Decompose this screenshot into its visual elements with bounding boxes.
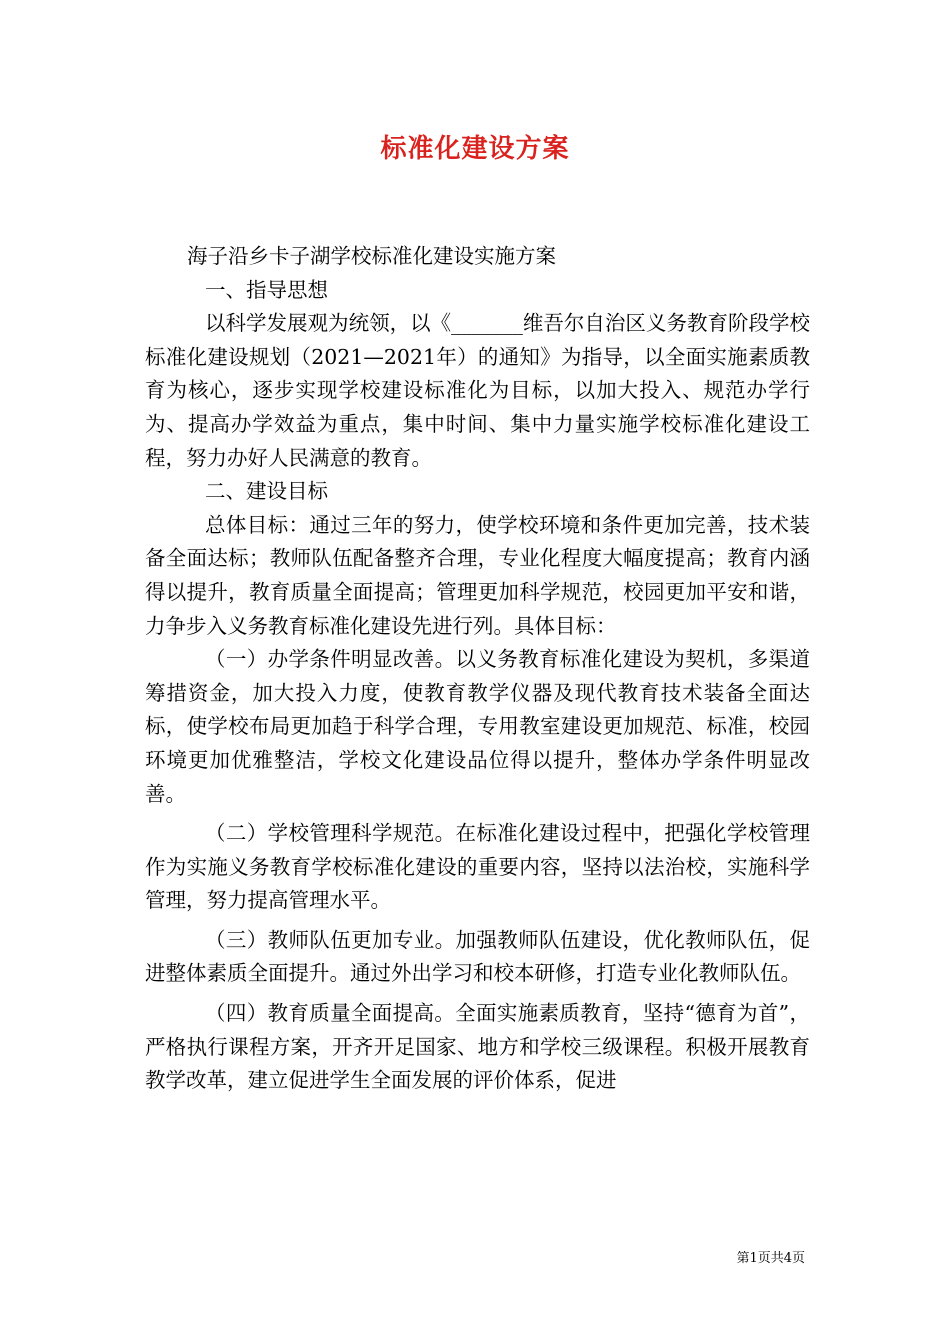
paragraph-overall-goal: 总体目标：通过三年的努力，使学校环境和条件更加完善，技术装备全面达标；教师队伍配备整齐合理，专业化程度大幅度提高；教育内涵得以提升，教育质量全面提高；管理更加科学规范，校园更加平安和谐，力争步入义务教育标准化建设先进行列。具体目标： [145,512,810,638]
document-body [145,240,810,1098]
paragraph-goal-4: （四）教育质量全面提高。全面实施素质教育，坚持“德育为首”，严格执行课程方案，开齐开足国家、地方和学校三级课程。积极开展教育教学改革，建立促进学生全面发展的评价体系，促进 [145,1001,810,1093]
paragraph-goal-3: （三）教师队伍更加专业。加强教师队伍建设，优化教师队伍，促进整体素质全面提升。通过外出学习和校本研修，打造专业化教师队伍。 [145,927,810,986]
section-heading-1: 一、指导思想 [205,277,328,302]
page-number: 第1页共4页 [736,1251,805,1266]
document-title: 标准化建设方案 [380,134,570,164]
paragraph-goal-1: （一）办学条件明显改善。以义务教育标准化建设为契机，多渠道筹措资金，加大投入力度，使教育教学仪器及现代教育技术装备全面达标，使学校布局更加趋于科学合理，专用教室建设更加规范、标准，校园环境更加优雅整洁，学校文化建设品位得以提升，整体办学条件明显改善。 [145,647,810,806]
paragraph-guiding-thought: 以科学发展观为统领，以《_______维吾尔自治区义务教育阶段学校标准化建设规划（2021—2021年）的通知》为指导，以全面实施素质教育为核心，逐步实现学校建设标准化为目标，以加大投入、规范办学行为、提高办学效益为重点，集中时间、集中力量实施学校标准化建设工程，努力办好人民满意的教育。 [145,311,810,470]
paragraph-goal-2: （二）学校管理科学规范。在标准化建设过程中，把强化学校管理作为实施义务教育学校标准化建设的重要内容，坚持以法治校，实施科学管理，努力提高管理水平。 [145,821,810,913]
subtitle-paragraph: 海子沿乡卡子湖学校标准化建设实施方案 [187,244,556,268]
section-heading-2: 二、建设目标 [205,479,328,504]
